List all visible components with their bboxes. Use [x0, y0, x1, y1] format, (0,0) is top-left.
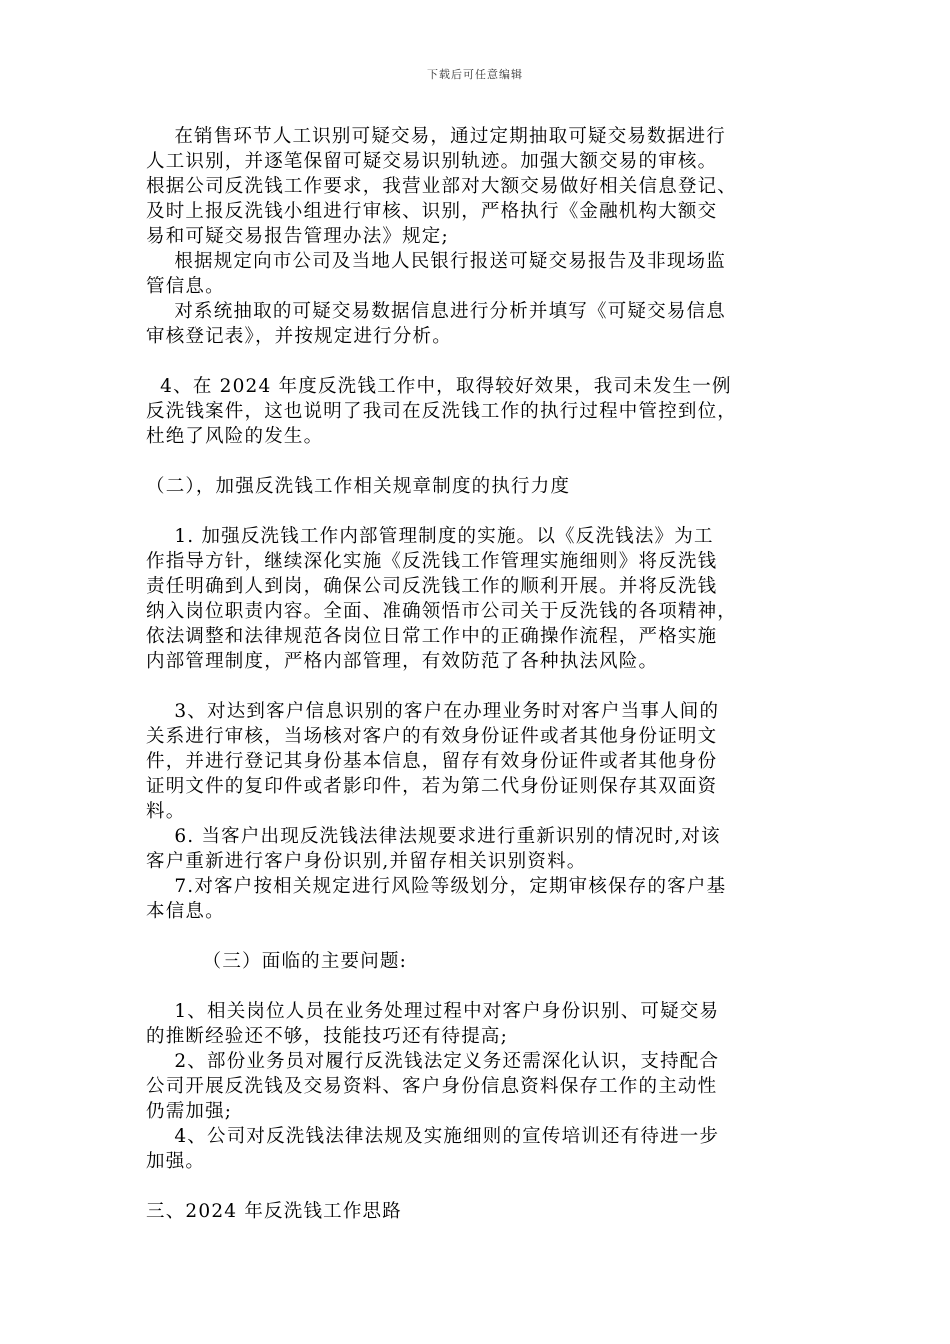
text-line: 仍需加强;	[146, 1101, 233, 1122]
text-line: 对系统抽取的可疑交易数据信息进行分析并填写《可疑交易信息	[146, 301, 726, 322]
text-line: 依法调整和法律规范各岗位日常工作中的正确操作流程，严格实施	[146, 626, 718, 647]
text-line: 内部管理制度，严格内部管理，有效防范了各种执法风险。	[146, 651, 659, 672]
section-heading: 三、2024 年反洗钱工作思路	[146, 1201, 402, 1222]
text-line: 反洗钱案件，这也说明了我司在反洗钱工作的执行过程中管控到位，	[146, 401, 738, 422]
text-line: 加强。	[146, 1151, 206, 1172]
text-line: 客户重新进行客户身份识别,并留存相关识别资料。	[146, 851, 587, 872]
paragraph-gap	[146, 499, 812, 524]
text-line: 人工识别，并逐笔保留可疑交易识别轨迹。加强大额交易的审核。	[146, 151, 718, 172]
text-line: 审核登记表》，并按规定进行分析。	[146, 326, 452, 347]
paragraph-gap	[146, 924, 812, 949]
text-line: 根据规定向市公司及当地人民银行报送可疑交易报告及非现场监	[146, 251, 726, 272]
paragraph-gap	[146, 1174, 812, 1199]
text-line: 的推断经验还不够，技能技巧还有待提高;	[146, 1026, 509, 1047]
text-line: 在销售环节人工识别可疑交易，通过定期抽取可疑交易数据进行	[146, 126, 726, 147]
page-header-note: 下载后可任意编辑	[427, 68, 523, 81]
paragraph-gap	[146, 674, 812, 699]
text-line: 管信息。	[146, 276, 225, 297]
text-line: 关系进行审核，当场核对客户的有效身份证件或者其他身份证明文	[146, 726, 718, 747]
paragraph-gap	[146, 974, 812, 999]
text-line: 4、在 2024 年度反洗钱工作中，取得较好效果，我司未发生一例	[146, 376, 732, 397]
text-line: 证明文件的复印件或者影印件，若为第二代身份证则保存其双面资	[146, 776, 718, 797]
text-line: 纳入岗位职责内容。全面、准确领悟市公司关于反洗钱的各项精神，	[146, 601, 738, 622]
document-body	[146, 124, 812, 1224]
paragraph-gap	[146, 349, 812, 374]
text-line: 作指导方针，继续深化实施《反洗钱工作管理实施细则》将反洗钱	[146, 551, 718, 572]
text-line: 1. 加强反洗钱工作内部管理制度的实施。以《反洗钱法》为工	[146, 526, 714, 547]
paragraph-gap	[146, 449, 812, 474]
text-line: 3、对达到客户信息识别的客户在办理业务时对客户当事人间的	[146, 701, 720, 722]
text-line: 公司开展反洗钱及交易资料、客户身份信息资料保存工作的主动性	[146, 1076, 718, 1097]
text-line: 2、部份业务员对履行反洗钱法定义务还需深化认识，支持配合	[146, 1051, 720, 1072]
section-heading: （三）面临的主要问题:	[146, 951, 408, 972]
text-line: 易和可疑交易报告管理办法》规定;	[146, 226, 449, 247]
section-heading: （二），加强反洗钱工作相关规章制度的执行力度	[146, 476, 571, 497]
text-line: 1、相关岗位人员在业务处理过程中对客户身份识别、可疑交易	[146, 1001, 720, 1022]
text-line: 6. 当客户出现反洗钱法律法规要求进行重新识别的情况时,对该	[146, 826, 721, 847]
text-line: 本信息。	[146, 901, 225, 922]
text-line: 件，并进行登记其身份基本信息，留存有效身份证件或者其他身份	[146, 751, 718, 772]
text-line: 7.对客户按相关规定进行风险等级划分，定期审核保存的客户基	[146, 876, 727, 897]
text-line: 根据公司反洗钱工作要求，我营业部对大额交易做好相关信息登记、	[146, 176, 738, 197]
text-line: 责任明确到人到岗，确保公司反洗钱工作的顺利开展。并将反洗钱	[146, 576, 718, 597]
text-line: 料。	[146, 801, 186, 822]
text-line: 杜绝了风险的发生。	[146, 426, 324, 447]
text-line: 4、公司对反洗钱法律法规及实施细则的宣传培训还有待进一步	[146, 1126, 720, 1147]
text-line: 及时上报反洗钱小组进行审核、识别，严格执行《金融机构大额交	[146, 201, 718, 222]
